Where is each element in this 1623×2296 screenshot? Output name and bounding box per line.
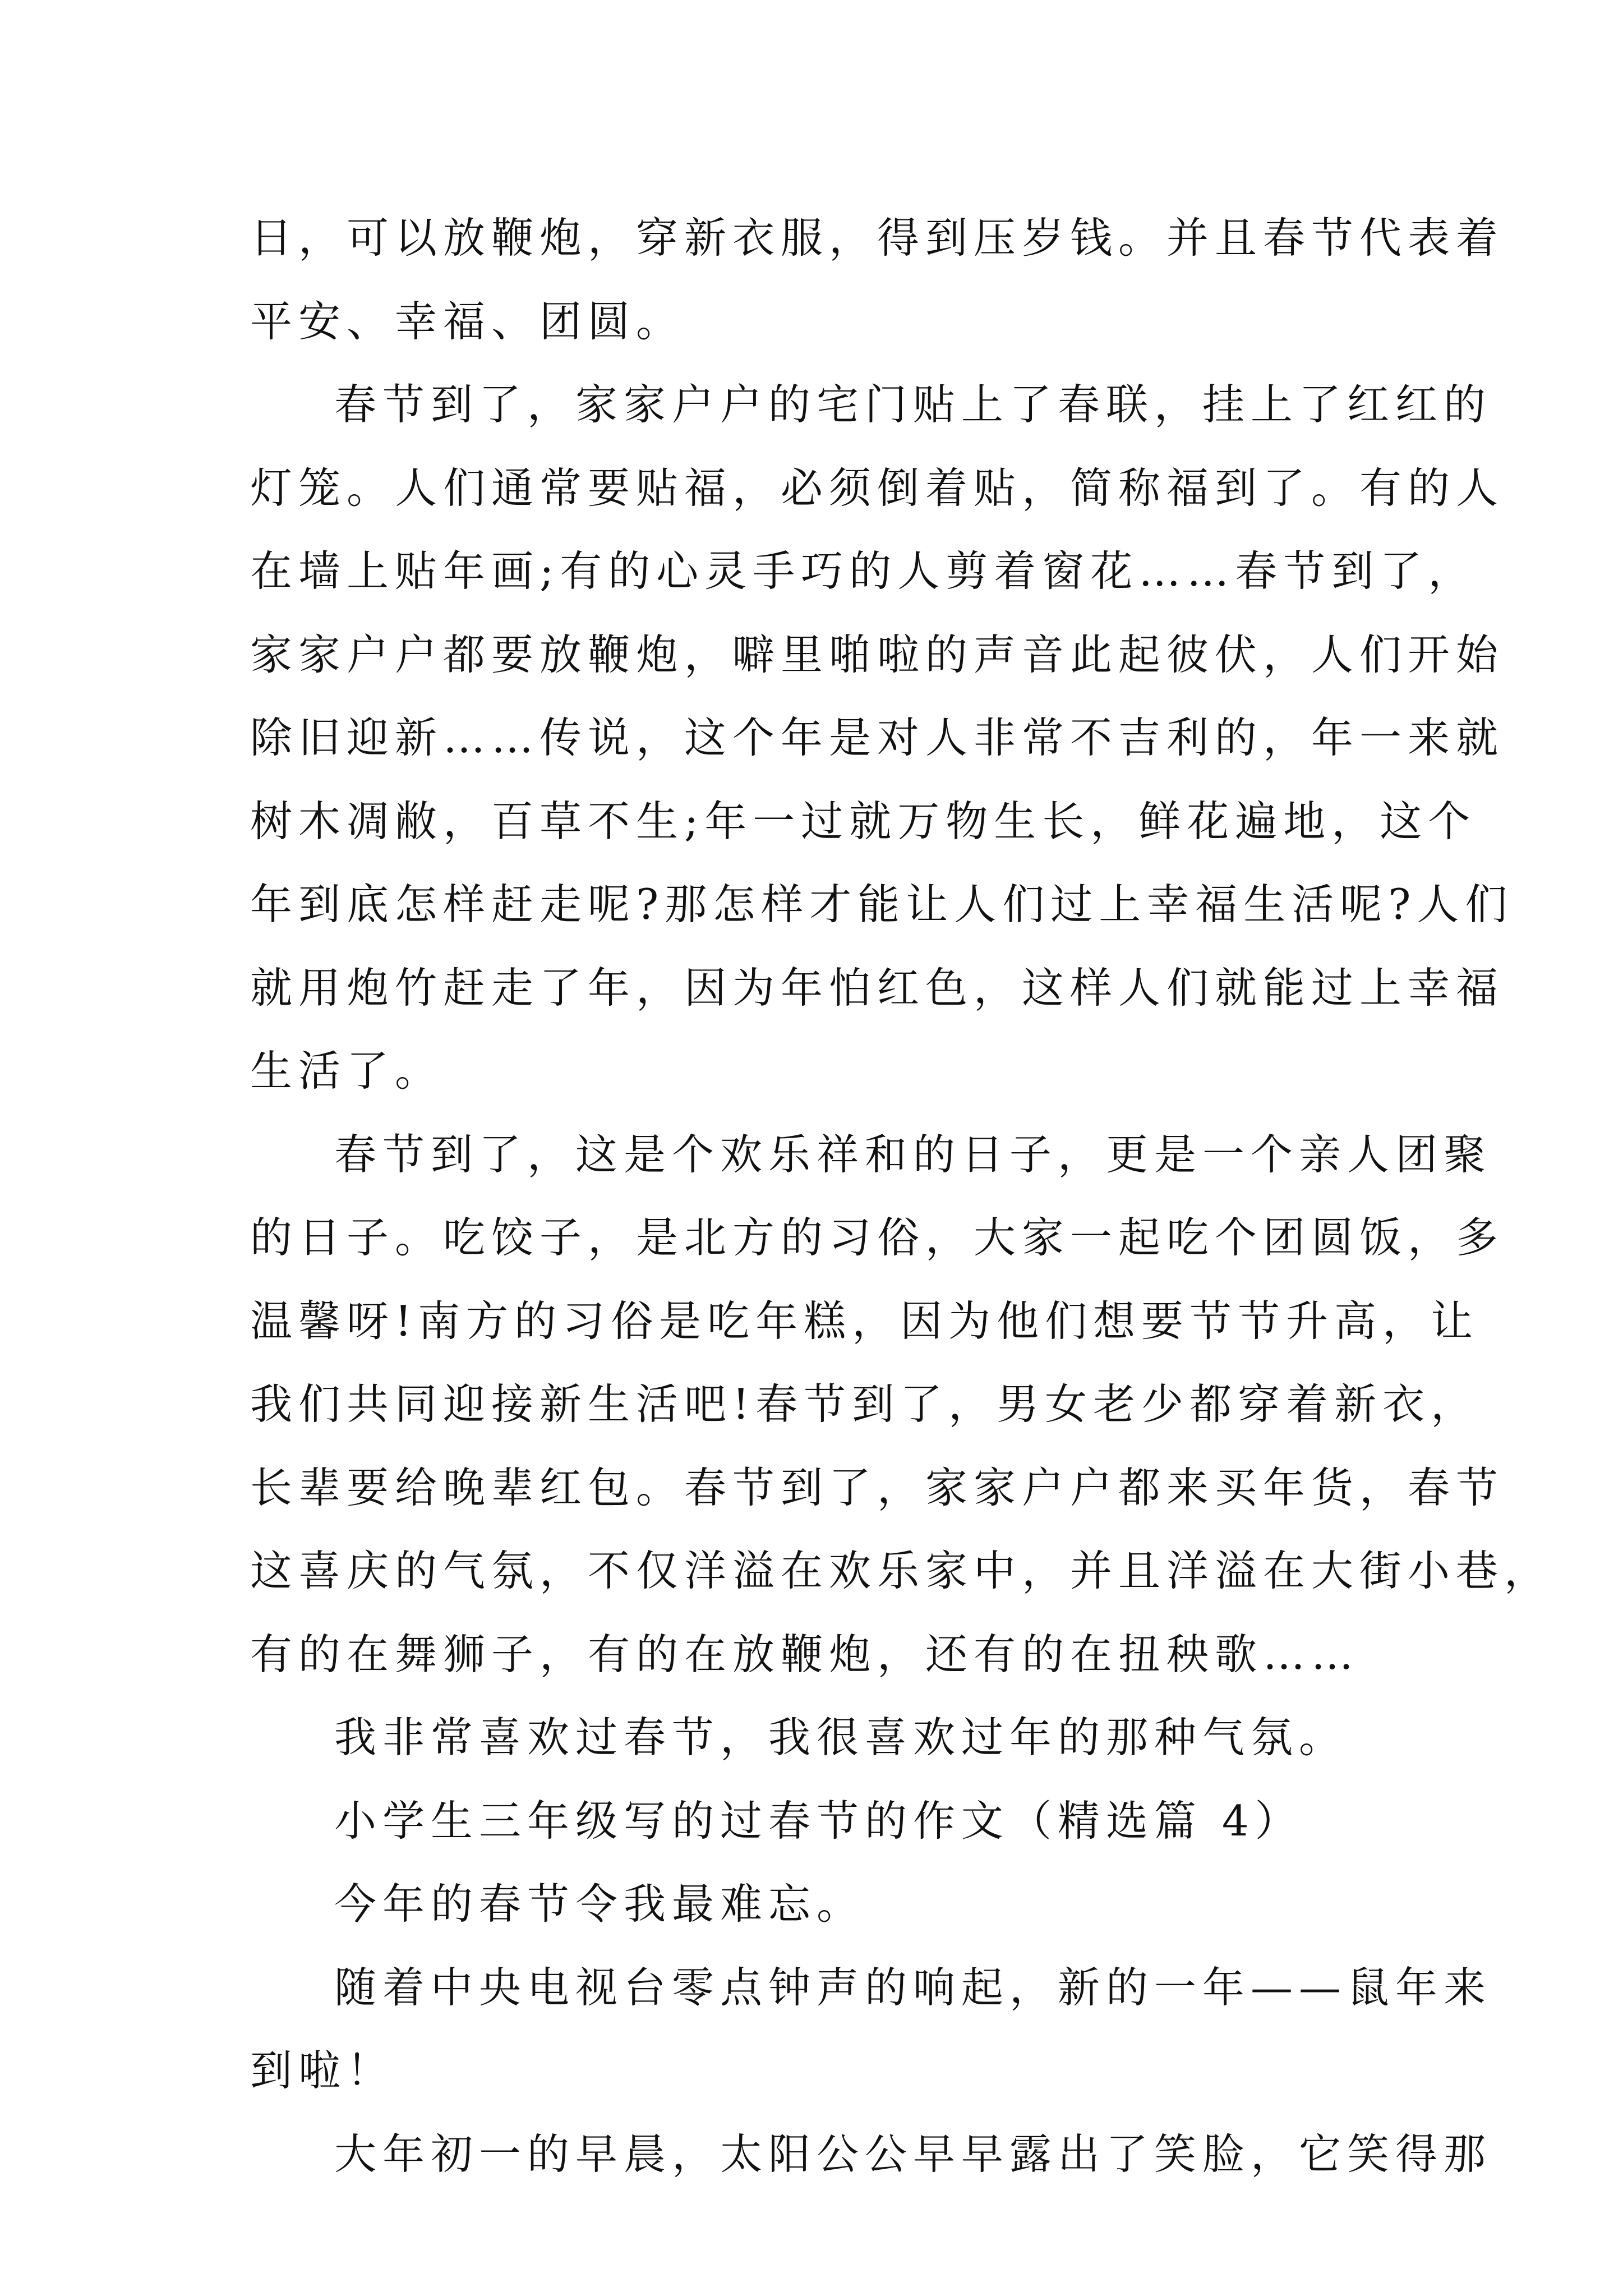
text-line: 生活了。	[250, 1046, 444, 1096]
text-line: 就用炮竹赶走了年，因为年怕红色，这样人们就能过上幸福	[250, 963, 1505, 1013]
text-line: 在墙上贴年画;有的心灵手巧的人剪着窗花……春节到了，	[250, 546, 1477, 596]
text-line: 平安、幸福、团圆。	[250, 296, 685, 346]
text-line: 随着中央电视台零点钟声的响起，新的一年——鼠年来	[334, 1962, 1492, 2012]
text-line: 年到底怎样赶走呢?那怎样才能让人们过上幸福生活呢?人们	[250, 880, 1514, 929]
text-line: 大年初一的早晨，太阳公公早早露出了笑脸，它笑得那	[334, 2129, 1492, 2179]
text-line: 家家户户都要放鞭炮，噼里啪啦的声音此起彼伏，人们开始	[250, 629, 1505, 679]
text-line: 今年的春节令我最难忘。	[334, 1879, 865, 1929]
text-line: 到啦！	[250, 2046, 395, 2095]
text-line: 日，可以放鞭炮，穿新衣服，得到压岁钱。并且春节代表着	[250, 213, 1505, 263]
text-line: 除旧迎新……传说，这个年是对人非常不吉利的，年一来就	[250, 713, 1505, 762]
text-line: 温馨呀!南方的习俗是吃年糕，因为他们想要节节升高，让	[250, 1296, 1479, 1346]
text-line: 我们共同迎接新生活吧!春节到了，男女老少都穿着新衣，	[250, 1379, 1479, 1429]
text-line: 春节到了，这是个欢乐祥和的日子，更是一个亲人团聚	[334, 1129, 1492, 1179]
text-line: 我非常喜欢过春节，我很喜欢过年的那种气氛。	[334, 1713, 1348, 1762]
text-line: 灯笼。人们通常要贴福，必须倒着贴，简称福到了。有的人	[250, 463, 1505, 513]
text-line: 的日子。吃饺子，是北方的习俗，大家一起吃个团圆饭，多	[250, 1213, 1505, 1262]
document-body-text	[250, 196, 1553, 2196]
text-line: 这喜庆的气氛，不仅洋溢在欢乐家中，并且洋溢在大街小巷，	[250, 1546, 1553, 1595]
text-line: 春节到了，家家户户的宅门贴上了春联，挂上了红红的	[334, 380, 1492, 429]
text-line: 长辈要给晚辈红包。春节到了，家家户户都来买年货，春节	[250, 1462, 1505, 1512]
text-line: 树木凋敝，百草不生;年一过就万物生长，鲜花遍地，这个	[250, 796, 1477, 846]
text-line: 小学生三年级写的过春节的作文（精选篇 4）	[334, 1796, 1303, 1846]
text-line: 有的在舞狮子，有的在放鞭炮，还有的在扭秧歌……	[250, 1629, 1360, 1679]
